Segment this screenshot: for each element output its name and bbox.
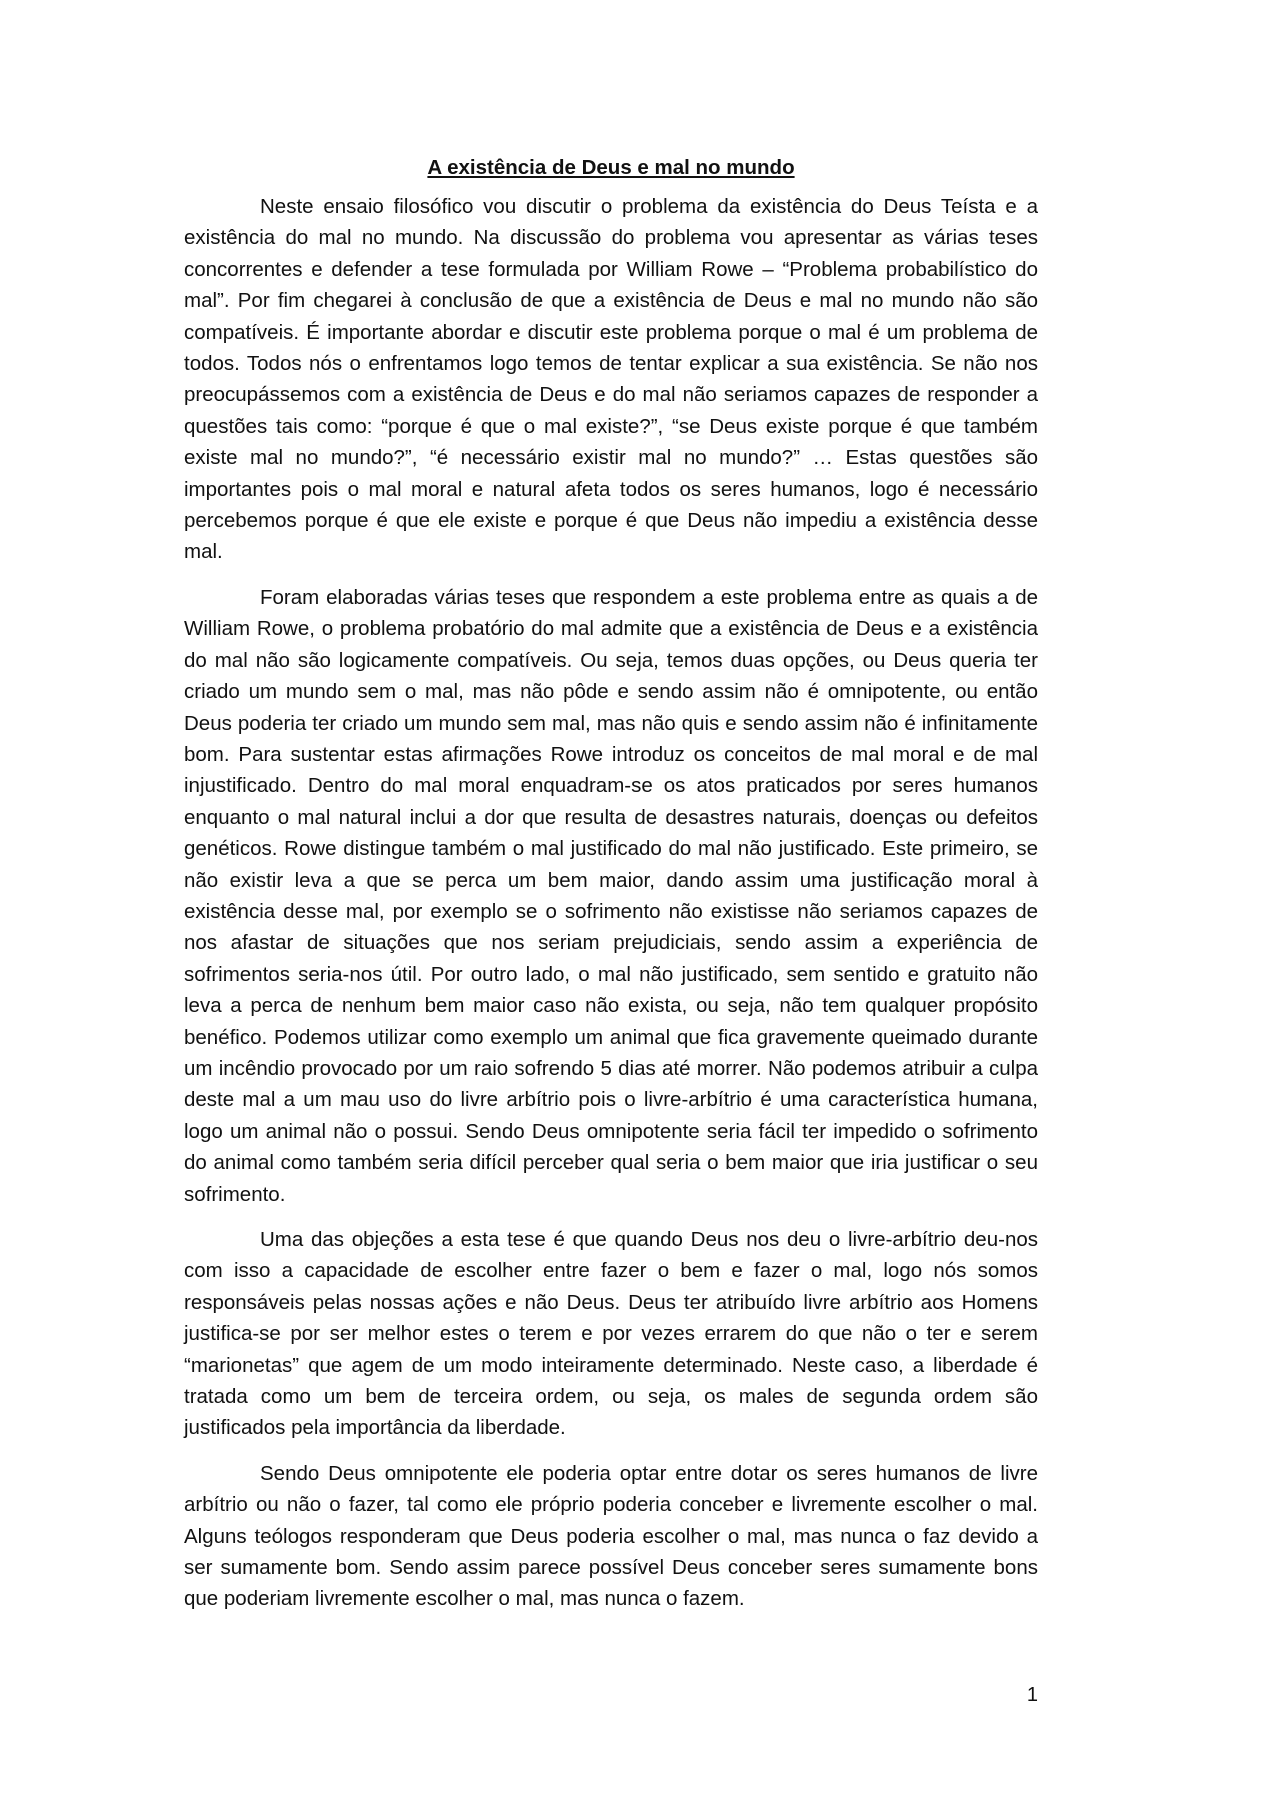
- page-number: 1: [1026, 1684, 1038, 1706]
- paragraph-3: Uma das objeções a esta tese é que quando Deus nos deu o livre-arbítrio deu-nos com isso a capacidade de escolher entre fazer o bem e fazer o mal, logo nós somos responsáveis pelas nossas ações e não Deus. Deus ter atribuído livre arbítrio aos Homens justifica-se por ser melhor estes o terem e por vezes errarem do que não o ter e serem “marionetas” que agem de um modo inteiramente determinado. Neste caso, a liberdade é tratada como um bem de terceira ordem, ou seja, os males de segunda ordem são justificados pela importância da liberdade.: [184, 1228, 1038, 1440]
- document-title: A existência de Deus e mal no mundo: [427, 156, 795, 179]
- paragraph-1: Neste ensaio filosófico vou discutir o problema da existência do Deus Teísta e a existência do mal no mundo. Na discussão do problema vou apresentar as várias teses concorrentes e defender a tese formulada por William Rowe – “Problema probabilístico do mal”. Por fim chegarei à conclusão de que a existência de Deus e mal no mundo não são compatíveis. É importante abordar e discutir este problema porque o mal é um problema de todos. Todos nós o enfrentamos logo temos de tentar explicar a sua existência. Se não nos preocupássemos com a existência de Deus e do mal não seriamos capazes de responder a questões tais como: “porque é que o mal existe?”, “se Deus existe porque é que também existe mal no mundo?”, “é necessário existir mal no mundo?” … Estas questões são importantes pois o mal moral e natural afeta todos os seres humanos, logo é necessário percebemos porque é que ele existe e porque é que Deus não impediu a existência desse mal.: [184, 195, 1038, 564]
- document-body: [184, 152, 1038, 1629]
- paragraph-2: Foram elaboradas várias teses que respondem a este problema entre as quais a de William Rowe, o problema probatório do mal admite que a existência de Deus e a existência do mal não são logicamente compatíveis. Ou seja, temos duas opções, ou Deus queria ter criado um mundo sem o mal, mas não pôde e sendo assim não é omnipotente, ou então Deus poderia ter criado um mundo sem mal, mas não quis e sendo assim não é infinitamente bom. Para sustentar estas afirmações Rowe introduz os conceitos de mal moral e de mal injustificado. Dentro do mal moral enquadram-se os atos praticados por seres humanos enquanto o mal natural inclui a dor que resulta de desastres naturais, doenças ou defeitos genéticos. Rowe distingue também o mal justificado do mal não justificado. Este primeiro, se não existir leva a que se perca um bem maior, dando assim uma justificação moral à existência desse mal, por exemplo se o sofrimento não existisse não seriamos capazes de nos afastar de situações que nos seriam prejudiciais, sendo assim a experiência de sofrimentos seria-nos útil. Por outro lado, o mal não justificado, sem sentido e gratuito não leva a perca de nenhum bem maior caso não exista, ou seja, não tem qualquer propósito benéfico. Podemos utilizar como exemplo um animal que fica gravemente queimado durante um incêndio provocado por um raio sofrendo 5 dias até morrer. Não podemos atribuir a culpa deste mal a um mau uso do livre arbítrio pois o livre-arbítrio é uma característica humana, logo um animal não o possui. Sendo Deus omnipotente seria fácil ter impedido o sofrimento do animal como também seria difícil perceber qual seria o bem maior que iria justificar o seu sofrimento.: [184, 585, 1038, 1206]
- paragraph-4: Sendo Deus omnipotente ele poderia optar entre dotar os seres humanos de livre arbítrio ou não o fazer, tal como ele próprio poderia conceber e livremente escolher o mal. Alguns teólogos responderam que Deus poderia escolher o mal, mas nunca o faz devido a ser sumamente bom. Sendo assim parece possível Deus conceber seres sumamente bons que poderiam livremente escolher o mal, mas nunca o fazem.: [184, 1461, 1038, 1611]
